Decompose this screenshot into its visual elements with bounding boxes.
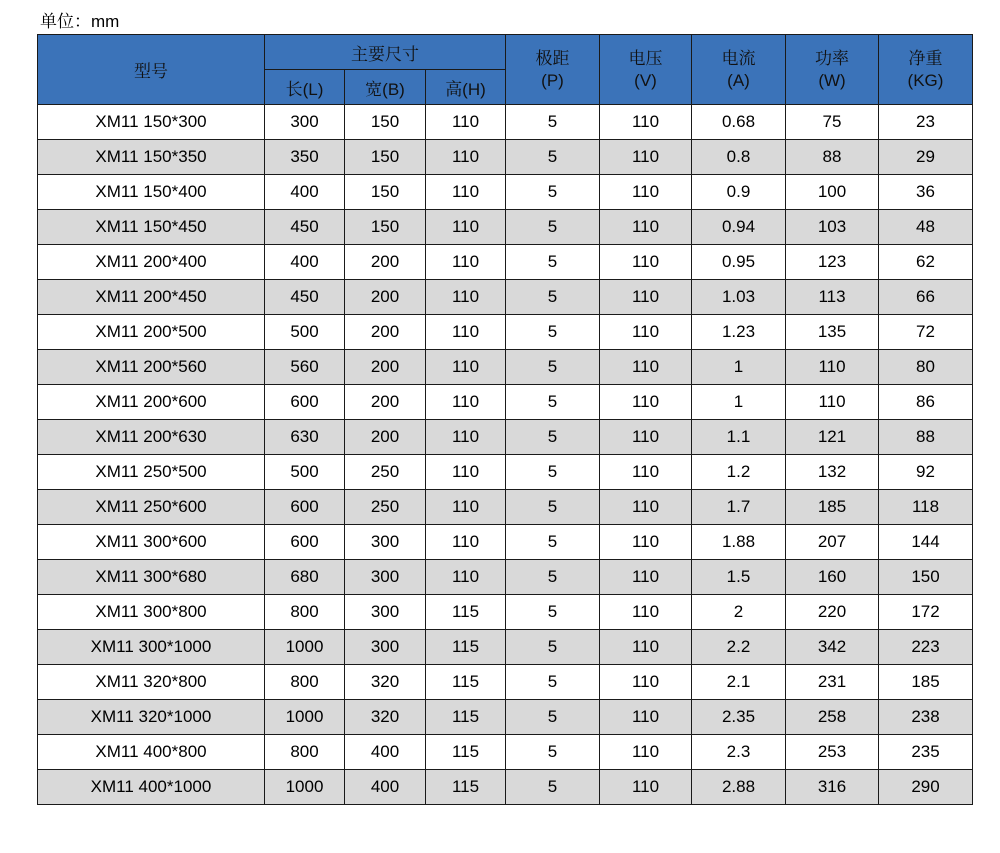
cell-model: XM11 300*800 [38,595,265,630]
header-weight-label: 净重 [908,48,943,68]
cell-weight: 48 [879,210,973,245]
cell-width: 200 [345,280,426,315]
cell-height: 110 [426,280,506,315]
cell-height: 110 [426,245,506,280]
cell-weight: 80 [879,350,973,385]
cell-width: 150 [345,175,426,210]
cell-power: 258 [786,700,879,735]
cell-model: XM11 200*500 [38,315,265,350]
cell-length: 800 [265,735,345,770]
cell-voltage: 110 [600,490,692,525]
cell-width: 400 [345,735,426,770]
cell-voltage: 110 [600,455,692,490]
cell-current: 0.8 [692,140,786,175]
table-row [38,560,973,595]
cell-height: 115 [426,770,506,805]
cell-current: 2.1 [692,665,786,700]
header-power [786,35,879,105]
cell-voltage: 110 [600,700,692,735]
cell-width: 200 [345,420,426,455]
cell-width: 250 [345,490,426,525]
table-row [38,420,973,455]
table-row [38,665,973,700]
table-row [38,770,973,805]
cell-voltage: 110 [600,245,692,280]
cell-current: 1 [692,350,786,385]
table-body [38,105,973,805]
cell-pitch: 5 [506,140,600,175]
cell-height: 110 [426,385,506,420]
spec-table [37,34,973,805]
cell-model: XM11 150*300 [38,105,265,140]
cell-current: 2.2 [692,630,786,665]
header-weight-unit: (KG) [907,70,944,90]
cell-pitch: 5 [506,105,600,140]
cell-height: 115 [426,595,506,630]
cell-power: 132 [786,455,879,490]
header-width: 宽(B) [345,70,426,105]
cell-voltage: 110 [600,735,692,770]
cell-height: 110 [426,210,506,245]
cell-voltage: 110 [600,420,692,455]
cell-current: 0.95 [692,245,786,280]
cell-model: XM11 200*450 [38,280,265,315]
cell-voltage: 110 [600,560,692,595]
cell-power: 135 [786,315,879,350]
cell-model: XM11 150*450 [38,210,265,245]
cell-pitch: 5 [506,490,600,525]
cell-width: 250 [345,455,426,490]
cell-height: 110 [426,420,506,455]
cell-width: 150 [345,210,426,245]
cell-height: 110 [426,350,506,385]
cell-model: XM11 300*680 [38,560,265,595]
cell-current: 0.68 [692,105,786,140]
cell-height: 110 [426,455,506,490]
table-row [38,350,973,385]
cell-voltage: 110 [600,595,692,630]
header-voltage [600,35,692,105]
cell-current: 0.9 [692,175,786,210]
cell-height: 115 [426,700,506,735]
table-header [38,35,973,105]
cell-power: 342 [786,630,879,665]
table-row [38,210,973,245]
cell-voltage: 110 [600,210,692,245]
cell-model: XM11 320*800 [38,665,265,700]
cell-width: 400 [345,770,426,805]
cell-current: 2 [692,595,786,630]
cell-weight: 36 [879,175,973,210]
cell-model: XM11 320*1000 [38,700,265,735]
cell-power: 75 [786,105,879,140]
cell-height: 115 [426,735,506,770]
cell-length: 450 [265,210,345,245]
cell-voltage: 110 [600,630,692,665]
header-height: 高(H) [426,70,506,105]
cell-weight: 88 [879,420,973,455]
cell-pitch: 5 [506,420,600,455]
cell-model: XM11 300*1000 [38,630,265,665]
cell-pitch: 5 [506,280,600,315]
table-row [38,280,973,315]
cell-power: 121 [786,420,879,455]
cell-width: 200 [345,315,426,350]
cell-model: XM11 250*600 [38,490,265,525]
cell-pitch: 5 [506,630,600,665]
cell-model: XM11 200*630 [38,420,265,455]
cell-pitch: 5 [506,665,600,700]
cell-model: XM11 200*560 [38,350,265,385]
cell-power: 160 [786,560,879,595]
cell-current: 1.03 [692,280,786,315]
cell-current: 1.5 [692,560,786,595]
cell-power: 103 [786,210,879,245]
cell-current: 1.88 [692,525,786,560]
cell-power: 253 [786,735,879,770]
cell-weight: 118 [879,490,973,525]
cell-height: 110 [426,560,506,595]
cell-weight: 172 [879,595,973,630]
cell-length: 560 [265,350,345,385]
cell-width: 320 [345,700,426,735]
cell-width: 320 [345,665,426,700]
cell-height: 110 [426,105,506,140]
cell-model: XM11 150*350 [38,140,265,175]
cell-weight: 62 [879,245,973,280]
cell-width: 200 [345,385,426,420]
cell-power: 207 [786,525,879,560]
cell-model: XM11 300*600 [38,525,265,560]
cell-pitch: 5 [506,700,600,735]
cell-height: 110 [426,140,506,175]
cell-weight: 29 [879,140,973,175]
cell-pitch: 5 [506,735,600,770]
cell-height: 110 [426,315,506,350]
cell-length: 500 [265,315,345,350]
cell-width: 300 [345,630,426,665]
cell-voltage: 110 [600,665,692,700]
header-pitch-unit: (P) [541,70,564,90]
cell-pitch: 5 [506,595,600,630]
cell-weight: 92 [879,455,973,490]
table-row [38,630,973,665]
cell-length: 800 [265,665,345,700]
cell-power: 100 [786,175,879,210]
table-row [38,735,973,770]
table-row [38,140,973,175]
cell-width: 200 [345,245,426,280]
table-row [38,595,973,630]
cell-model: XM11 250*500 [38,455,265,490]
cell-length: 450 [265,280,345,315]
header-length: 长(L) [265,70,345,105]
cell-weight: 66 [879,280,973,315]
cell-current: 2.35 [692,700,786,735]
cell-current: 1.2 [692,455,786,490]
cell-length: 630 [265,420,345,455]
table-row [38,525,973,560]
table-row [38,315,973,350]
cell-length: 1000 [265,770,345,805]
cell-pitch: 5 [506,350,600,385]
header-model: 型号 [38,35,265,105]
cell-model: XM11 400*800 [38,735,265,770]
cell-length: 350 [265,140,345,175]
table-row [38,490,973,525]
cell-pitch: 5 [506,770,600,805]
cell-weight: 144 [879,525,973,560]
cell-pitch: 5 [506,455,600,490]
header-dimensions: 主要尺寸 [265,35,506,70]
cell-width: 300 [345,525,426,560]
cell-model: XM11 400*1000 [38,770,265,805]
cell-power: 110 [786,385,879,420]
header-current-label: 电流 [721,48,756,68]
cell-length: 1000 [265,630,345,665]
cell-length: 300 [265,105,345,140]
cell-pitch: 5 [506,315,600,350]
cell-pitch: 5 [506,385,600,420]
header-weight [879,35,973,105]
cell-current: 1.1 [692,420,786,455]
cell-length: 600 [265,525,345,560]
cell-length: 1000 [265,700,345,735]
cell-current: 0.94 [692,210,786,245]
cell-weight: 223 [879,630,973,665]
cell-voltage: 110 [600,315,692,350]
cell-weight: 150 [879,560,973,595]
cell-model: XM11 200*600 [38,385,265,420]
cell-weight: 86 [879,385,973,420]
cell-current: 1.7 [692,490,786,525]
cell-height: 110 [426,490,506,525]
cell-current: 2.88 [692,770,786,805]
cell-length: 400 [265,175,345,210]
cell-current: 1.23 [692,315,786,350]
cell-weight: 235 [879,735,973,770]
table-row [38,105,973,140]
cell-voltage: 110 [600,770,692,805]
cell-voltage: 110 [600,350,692,385]
cell-power: 185 [786,490,879,525]
cell-pitch: 5 [506,560,600,595]
cell-height: 115 [426,630,506,665]
cell-weight: 23 [879,105,973,140]
header-current [692,35,786,105]
cell-current: 1 [692,385,786,420]
cell-voltage: 110 [600,280,692,315]
cell-power: 110 [786,350,879,385]
cell-height: 110 [426,525,506,560]
cell-weight: 238 [879,700,973,735]
cell-power: 316 [786,770,879,805]
cell-length: 600 [265,490,345,525]
cell-voltage: 110 [600,525,692,560]
cell-model: XM11 200*400 [38,245,265,280]
unit-note: 单位：mm [40,12,120,31]
header-pitch-label: 极距 [535,48,570,68]
header-power-unit: (W) [818,70,846,90]
cell-power: 123 [786,245,879,280]
cell-length: 800 [265,595,345,630]
table-row [38,385,973,420]
cell-power: 231 [786,665,879,700]
cell-current: 2.3 [692,735,786,770]
cell-width: 200 [345,350,426,385]
table-row [38,245,973,280]
cell-width: 300 [345,595,426,630]
cell-length: 400 [265,245,345,280]
table-row [38,175,973,210]
header-voltage-unit: (V) [634,70,657,90]
cell-model: XM11 150*400 [38,175,265,210]
cell-voltage: 110 [600,385,692,420]
cell-length: 600 [265,385,345,420]
cell-height: 110 [426,175,506,210]
cell-pitch: 5 [506,245,600,280]
cell-length: 680 [265,560,345,595]
cell-weight: 290 [879,770,973,805]
header-pitch [506,35,600,105]
header-current-unit: (A) [727,70,750,90]
header-power-label: 功率 [815,48,849,68]
cell-length: 500 [265,455,345,490]
cell-width: 300 [345,560,426,595]
cell-voltage: 110 [600,105,692,140]
cell-power: 88 [786,140,879,175]
cell-width: 150 [345,140,426,175]
table-row [38,455,973,490]
cell-pitch: 5 [506,525,600,560]
cell-voltage: 110 [600,175,692,210]
header-voltage-label: 电压 [628,48,663,68]
cell-weight: 185 [879,665,973,700]
cell-width: 150 [345,105,426,140]
cell-height: 115 [426,665,506,700]
cell-power: 113 [786,280,879,315]
table-row [38,700,973,735]
cell-pitch: 5 [506,210,600,245]
cell-power: 220 [786,595,879,630]
cell-weight: 72 [879,315,973,350]
cell-voltage: 110 [600,140,692,175]
cell-pitch: 5 [506,175,600,210]
